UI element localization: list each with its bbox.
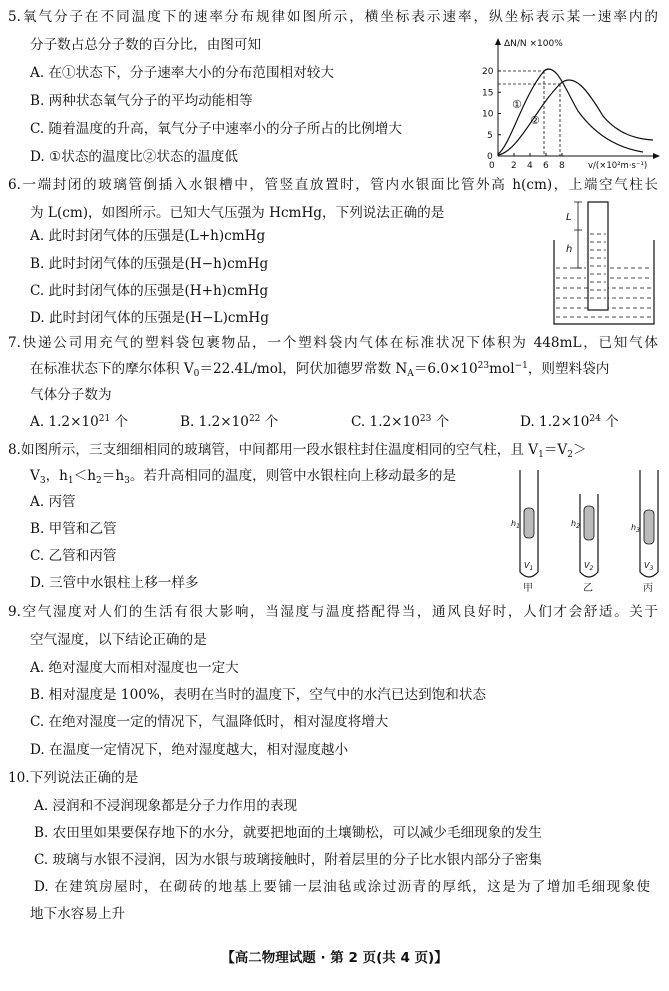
q10-option-a: A. 浸润和不浸润现象都是分子力作用的表现 <box>34 798 298 814</box>
q5-graph-ytick-label: 5 <box>487 130 493 141</box>
q10-option-d-line1: D. 在建筑房屋时，在砌砖的地基上要铺一层油毡或涂过沥青的厚纸，这是为了增加毛细现象使 <box>34 879 650 895</box>
q8-tube-jia <box>511 470 538 594</box>
q7-option-b: B. $1.2\times 10^{22}$ 个 <box>180 414 279 430</box>
q5-graph-ytick-label: 15 <box>482 88 494 99</box>
svg-text:h2: $h_2$ <box>571 519 580 530</box>
q9-option-c: C. 在绝对湿度一定的情况下，气温降低时，相对湿度将增大 <box>30 714 389 730</box>
q5-graph-ytick-label: 0 <box>487 152 493 162</box>
q6-option-b: B. 此时封闭气体的压强是(H−h)cmHg <box>30 256 269 272</box>
q9-stem-line2: 空气湿度，以下结论正确的是 <box>30 632 207 648</box>
q8-tube-bing <box>631 470 658 594</box>
q5-option-d: D. ①状态的温度比②状态的温度低 <box>30 149 238 165</box>
q8-option-c: C. 乙管和丙管 <box>30 548 117 564</box>
svg-text:h1: $h_1$ <box>511 519 520 530</box>
q8-option-a: A. 丙管 <box>30 494 76 510</box>
q5-curve-1 <box>498 69 643 154</box>
q6-stem-line2: 为 L(cm)，如图所示。已知大气压强为 HcmHg，下列说法正确的是 <box>30 205 445 221</box>
svg-text:V1: $V_1$ <box>524 561 534 572</box>
q6-option-c: C. 此时封闭气体的压强是(H+h)cmHg <box>30 283 269 299</box>
q9-option-b: B. 相对湿度是 100%，表明在当时的温度下，空气中的水汽已达到饱和状态 <box>30 687 487 703</box>
svg-text:h3: $h_3$ <box>631 523 640 534</box>
q7-option-c: C. $1.2\times 10^{23}$ 个 <box>351 414 450 430</box>
q7-stem-line2: 在标准状态下的摩尔体积 $V_0=22.4L$/mol，阿伏加德罗常数 $N_A=6.0\times 10^{23}mol^{-1}$，则塑料袋内 <box>30 361 610 379</box>
q8-tube-label-jia: 甲 <box>523 583 533 594</box>
page-footer: 【高二物理试题 · 第 2 页(共 4 页)】 <box>221 950 448 966</box>
q7-option-d: D. $1.2\times 10^{24}$ 个 <box>520 414 619 430</box>
q8-stem-line2: $V_3$，$h_1<h_2=h_3$。若升高相同的温度，则管中水银柱向上移动最多的是 <box>30 468 457 486</box>
q5-curve-1-label: ① <box>512 98 522 111</box>
q5-graph-xtick-label: 4 <box>527 161 533 171</box>
q10-option-d-line2: 地下水容易上升 <box>30 906 126 922</box>
q6-stem-line1: 6.一端封闭的玻璃管倒插入水银槽中，管竖直放置时，管内水银面比管外高 h(cm)，上端空气柱长 <box>8 177 658 193</box>
q6-label-h: h <box>566 244 573 255</box>
svg-text:V3: $V_3$ <box>644 561 654 572</box>
q5-graph-ylabel: ΔN/N ×100% <box>504 39 563 49</box>
q8-tube-label-yi: 乙 <box>583 583 593 594</box>
q5-graph-xlabel: v/(×10²m·s⁻¹) <box>588 161 648 171</box>
q10-stem: 10.下列说法正确的是 <box>8 770 139 786</box>
q5-curve-2-label: ② <box>530 114 540 127</box>
q5-stem-line2: 分子数占总分子数的百分比，由图可知 <box>30 37 262 53</box>
q6-mercury-tube-figure <box>550 200 660 328</box>
q5-graph-xtick-label: 6 <box>543 161 549 171</box>
q5-graph-ytick-label: 10 <box>482 109 494 120</box>
q9-option-a: A. 绝对湿度大而相对湿度也一定大 <box>30 660 239 676</box>
q7-stem-line1: 7.快递公司用充气的塑料袋包裹物品，一个塑料袋内气体在标准状况下体积为 448mL，已知气体 <box>8 335 658 351</box>
q8-option-d: D. 三管中水银柱上移一样多 <box>30 575 199 591</box>
q5-curve-2 <box>498 80 653 155</box>
q10-option-c: C. 玻璃与水银不浸润，因为水银与玻璃接触时，附着层里的分子比水银内部分子密集 <box>34 852 542 868</box>
q5-option-b: B. 两种状态氧气分子的平均动能相等 <box>30 93 253 109</box>
q6-option-a: A. 此时封闭气体的压强是(L+h)cmHg <box>30 228 266 244</box>
q5-graph-xtick-label: 8 <box>559 161 565 171</box>
q8-three-tubes-figure <box>505 468 665 596</box>
svg-text:V2: $V_2$ <box>584 561 594 572</box>
q5-option-c: C. 随着温度的升高，氧气分子中速率小的分子所占的比例增大 <box>30 121 402 137</box>
q5-speed-distribution-graph <box>478 36 668 171</box>
q5-graph-origin: 0 <box>489 161 495 171</box>
q5-graph-xtick-label: 2 <box>511 161 517 171</box>
q5-stem-line1: 5.氧气分子在不同温度下的速率分布规律如图所示，横坐标表示速率，纵坐标表示某一速率内的 <box>8 9 658 25</box>
q7-stem-line3: 气体分子数为 <box>30 387 112 403</box>
q6-option-d: D. 此时封闭气体的压强是(H−L)cmHg <box>30 310 269 326</box>
q5-graph-ytick-label: 20 <box>482 67 494 77</box>
q9-option-d: D. 在温度一定情况下，绝对湿度越大，相对湿度越小 <box>30 742 349 758</box>
q8-tube-label-bing: 丙 <box>643 583 653 594</box>
q6-label-L: L <box>566 212 572 223</box>
q7-option-a: A. $1.2\times 10^{21}$ 个 <box>30 414 129 430</box>
q8-option-b: B. 甲管和乙管 <box>30 521 117 537</box>
q9-stem-line1: 9.空气湿度对人们的生活有很大影响，当湿度与温度搭配得当，通风良好时，人们才会舒适。关于 <box>8 604 658 620</box>
q8-tube-yi <box>571 494 598 594</box>
q10-option-b: B. 农田里如果要保存地下的水分，就要把地面的土壤锄松，可以减少毛细现象的发生 <box>34 825 543 841</box>
q5-option-a: A. 在①状态下，分子速率大小的分布范围相对较大 <box>30 65 334 81</box>
q8-stem-line1: 8.如图所示，三支细细相同的玻璃管，中间都用一段水银柱封住温度相同的空气柱，且 $V_1=V_2>$ <box>8 442 587 460</box>
